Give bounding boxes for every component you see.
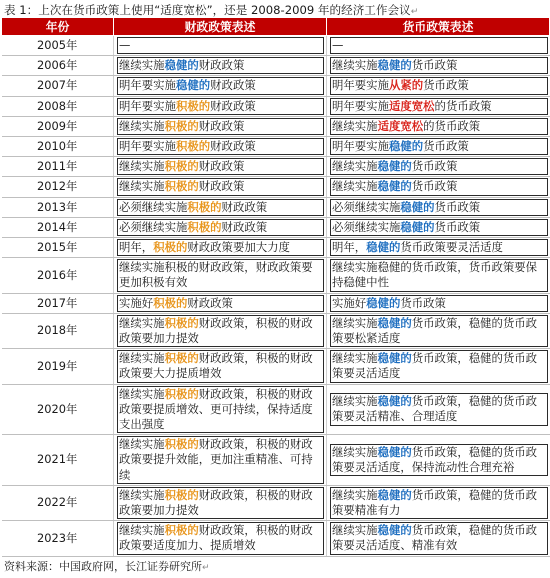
policy-text: 明年要实施	[119, 98, 176, 113]
fiscal-cell	[114, 349, 327, 384]
fiscal-cell-box	[117, 295, 324, 312]
table-row	[2, 435, 550, 486]
policy-text: 继续实施	[332, 118, 378, 133]
monetary-cell	[327, 258, 550, 293]
monetary-cell-box	[330, 219, 548, 236]
policy-text: 的货币政策	[434, 98, 492, 113]
policy-text: 财政政策要加大力度	[187, 240, 290, 255]
header-year: 年份	[2, 18, 114, 36]
policy-text: 明年要实施	[332, 139, 389, 154]
year-cell: 2011年	[2, 157, 114, 177]
policy-text: 继续实施	[332, 179, 378, 194]
table-row	[2, 137, 550, 157]
fiscal-cell	[114, 116, 327, 136]
policy-text: 财政政策	[187, 295, 233, 310]
table-row	[2, 313, 550, 348]
policy-text: 明年，	[119, 240, 154, 255]
year-cell: 2015年	[2, 238, 114, 258]
highlight-text: 积极的	[164, 159, 199, 174]
table-row	[2, 177, 550, 197]
table-row	[2, 157, 550, 177]
year-cell: 2006年	[2, 56, 114, 76]
policy-text: 货币政策，稳健的货币政策要松紧适度	[332, 315, 538, 346]
table-row	[2, 96, 550, 116]
policy-text: 财政政策，积极的财政政策要提升效能，更加注重精准、可持续	[119, 437, 313, 482]
policy-text: 货币政策要灵活适度	[400, 240, 503, 255]
year-cell: 2010年	[2, 137, 114, 157]
monetary-cell-box	[330, 158, 548, 175]
policy-text: 继续实施	[119, 179, 165, 194]
fiscal-cell-box	[117, 98, 324, 115]
table-row	[2, 76, 550, 96]
policy-text: 继续实施	[119, 159, 165, 174]
table-row	[2, 258, 550, 293]
fiscal-cell-box	[117, 219, 324, 236]
policy-text: 继续实施	[332, 58, 378, 73]
monetary-cell-box	[330, 259, 548, 291]
highlight-text: 稳健的	[366, 295, 401, 310]
policy-text: 继续实施	[332, 394, 378, 409]
monetary-cell-box	[330, 522, 548, 554]
policy-text: 继续实施	[332, 487, 378, 502]
fiscal-cell-box	[117, 77, 324, 94]
policy-text: 财政政策	[198, 159, 245, 174]
monetary-cell-box	[330, 199, 548, 216]
fiscal-cell-box	[117, 199, 324, 216]
table-row	[2, 384, 550, 435]
monetary-cell	[327, 177, 550, 197]
monetary-cell	[327, 56, 550, 76]
table-row	[2, 238, 550, 258]
monetary-cell	[327, 349, 550, 384]
policy-text: 财政政策	[198, 179, 245, 194]
fiscal-cell-box	[117, 178, 324, 195]
paragraph-mark: ↵	[202, 563, 210, 573]
fiscal-cell-box	[117, 158, 324, 175]
policy-text: 财政政策	[221, 219, 268, 234]
highlight-text: 积极的	[164, 118, 199, 133]
fiscal-cell-box	[117, 487, 324, 519]
policy-text: 继续实施	[119, 386, 165, 401]
policy-text: 继续实施	[332, 159, 378, 174]
table-caption	[4, 3, 548, 17]
year-cell: 2018年	[2, 313, 114, 348]
caption-text: 表 1：上次在货币政策上使用“适度宽松”，还是 2008-2009 年的经济工作会议	[4, 3, 411, 17]
highlight-text: 积极的	[153, 240, 188, 255]
policy-text: 必须继续实施	[119, 219, 188, 234]
policy-text: 货币政策	[434, 199, 481, 214]
fiscal-cell	[114, 258, 327, 293]
year-cell: 2020年	[2, 384, 114, 435]
highlight-text: 适度宽松	[388, 98, 435, 113]
highlight-text: 稳健的	[377, 351, 412, 366]
monetary-cell-box	[330, 350, 548, 382]
policy-text: 必须继续实施	[119, 199, 188, 214]
policy-text: 财政政策	[210, 139, 256, 154]
year-cell: 2005年	[2, 36, 114, 56]
policy-text: 货币政策	[423, 78, 469, 93]
monetary-cell	[327, 313, 550, 348]
highlight-text: 稳健的	[377, 58, 412, 73]
policy-text: 财政政策，积极的财政政策要加力提效	[119, 315, 313, 346]
year-cell: 2014年	[2, 217, 114, 237]
policy-text: 财政政策，积极的财政政策要加力提效	[119, 487, 313, 518]
table-row	[2, 116, 550, 136]
policy-text: 继续实施	[332, 315, 378, 330]
policy-text: 货币政策	[411, 159, 458, 174]
year-cell: 2023年	[2, 521, 114, 556]
policy-text: 的货币政策	[423, 118, 481, 133]
monetary-cell	[327, 197, 550, 217]
monetary-cell	[327, 217, 550, 237]
fiscal-cell	[114, 435, 327, 486]
policy-text: 财政政策	[210, 78, 256, 93]
fiscal-cell-box	[117, 436, 324, 484]
policy-text: 货币政策，稳健的货币政策要灵活适度	[332, 351, 538, 381]
monetary-cell	[327, 238, 550, 258]
table-row	[2, 521, 550, 556]
monetary-cell	[327, 96, 550, 116]
policy-text: 继续实施	[119, 118, 165, 133]
fiscal-cell-box	[117, 239, 324, 256]
policy-text: 继续实施	[119, 58, 165, 73]
year-cell: 2009年	[2, 116, 114, 136]
policy-text: 货币政策	[400, 295, 446, 310]
fiscal-cell	[114, 56, 327, 76]
policy-text: 货币政策，稳健的货币政策要灵活适度、精准有效	[332, 523, 538, 553]
monetary-cell	[327, 157, 550, 177]
monetary-cell-box	[330, 487, 548, 519]
fiscal-cell-box	[117, 259, 324, 291]
highlight-text: 积极的	[164, 351, 199, 366]
policy-text: —	[332, 38, 344, 52]
highlight-text: 积极的	[164, 523, 199, 538]
highlight-text: 积极的	[153, 295, 188, 310]
policy-text: 财政政策	[221, 199, 268, 214]
monetary-cell	[327, 384, 550, 435]
highlight-text: 稳健的	[377, 179, 412, 194]
highlight-text: 积极的	[175, 98, 211, 113]
year-cell: 2021年	[2, 435, 114, 486]
monetary-cell-box	[330, 138, 548, 155]
policy-text: 继续实施	[119, 315, 165, 330]
monetary-cell-box	[330, 37, 548, 54]
monetary-cell	[327, 137, 550, 157]
table-row	[2, 349, 550, 384]
year-cell: 2022年	[2, 485, 114, 520]
fiscal-cell	[114, 76, 327, 96]
policy-text: 明年要实施	[119, 78, 176, 93]
fiscal-cell-box	[117, 57, 324, 74]
highlight-text: 稳健的	[377, 487, 412, 502]
highlight-text: 积极的	[164, 179, 199, 194]
policy-text: 明年要实施	[332, 98, 389, 113]
highlight-text: 积极的	[164, 437, 199, 452]
fiscal-cell	[114, 293, 327, 313]
policy-text: 继续实施	[332, 523, 378, 538]
highlight-text: 稳健的	[377, 523, 412, 538]
policy-text: 货币政策	[411, 179, 458, 194]
monetary-cell	[327, 521, 550, 556]
paragraph-mark: ↵	[410, 7, 419, 17]
table-row	[2, 293, 550, 313]
policy-text: 继续实施	[119, 351, 165, 366]
policy-text: 明年要实施	[332, 78, 389, 93]
policy-text: 实施好	[119, 295, 154, 310]
highlight-text: 积极的	[187, 219, 222, 234]
highlight-text: 积极的	[164, 315, 199, 330]
policy-text: 货币政策，稳健的货币政策要精准有力	[332, 487, 538, 518]
policy-text: 明年，	[332, 240, 367, 255]
highlight-text: 稳健的	[164, 58, 199, 73]
header-monetary: 货币政策表述	[327, 18, 550, 36]
year-cell: 2017年	[2, 293, 114, 313]
fiscal-cell-box	[117, 315, 324, 347]
table-row	[2, 217, 550, 237]
policy-text: 继续实施	[119, 487, 165, 502]
fiscal-cell	[114, 313, 327, 348]
monetary-cell-box	[330, 57, 548, 74]
highlight-text: 积极的	[175, 139, 211, 154]
policy-text: 继续实施	[119, 437, 165, 452]
highlight-text: 稳健的	[175, 78, 211, 93]
policy-text: 货币政策，稳健的货币政策要灵活精准、合理适度	[332, 394, 538, 424]
policy-text: 货币政策	[434, 219, 481, 234]
highlight-text: 稳健的	[366, 240, 401, 255]
highlight-text: 从紧的	[388, 78, 424, 93]
fiscal-cell	[114, 485, 327, 520]
policy-text: —	[119, 38, 131, 52]
monetary-cell-box	[330, 444, 548, 476]
policy-text: 财政政策，积极的财政政策要大力提质增效	[119, 351, 313, 381]
monetary-cell-box	[330, 239, 548, 256]
fiscal-cell-box	[117, 118, 324, 135]
fiscal-cell	[114, 197, 327, 217]
policy-text: 继续实施稳健的货币政策，货币政策要保持稳健中性	[332, 260, 538, 290]
fiscal-cell-box	[117, 522, 324, 554]
table-row	[2, 36, 550, 56]
policy-text: 必须继续实施	[332, 219, 401, 234]
monetary-cell-box	[330, 393, 548, 425]
policy-text: 财政政策	[198, 118, 245, 133]
policy-text: 货币政策	[423, 139, 469, 154]
policy-text: 财政政策	[210, 98, 256, 113]
fiscal-cell	[114, 177, 327, 197]
policy-text: 财政政策	[198, 58, 245, 73]
fiscal-cell-box	[117, 350, 324, 382]
monetary-cell	[327, 116, 550, 136]
source-note	[4, 560, 210, 574]
policy-text: 继续实施	[332, 351, 378, 366]
highlight-text: 稳健的	[400, 219, 435, 234]
monetary-cell-box	[330, 77, 548, 94]
policy-text: 财政政策，积极的财政政策要提质增效、更可持续，保持适度支出强度	[119, 386, 313, 432]
highlight-text: 稳健的	[388, 139, 424, 154]
highlight-text: 稳健的	[400, 199, 435, 214]
fiscal-cell	[114, 157, 327, 177]
monetary-cell	[327, 76, 550, 96]
year-cell: 2019年	[2, 349, 114, 384]
highlight-text: 积极的	[187, 199, 222, 214]
highlight-text: 适度宽松	[377, 118, 424, 133]
highlight-text: 稳健的	[377, 444, 412, 459]
highlight-text: 稳健的	[377, 159, 412, 174]
fiscal-cell-box	[117, 37, 324, 54]
monetary-cell	[327, 36, 550, 56]
monetary-cell	[327, 293, 550, 313]
policy-text: 货币政策，稳健的货币政策要灵活适度，保持流动性合理充裕	[332, 444, 538, 475]
fiscal-cell	[114, 521, 327, 556]
source-text: 资料来源：中国政府网，长江证券研究所	[4, 560, 202, 573]
highlight-text: 稳健的	[377, 315, 412, 330]
table-row	[2, 197, 550, 217]
monetary-cell-box	[330, 118, 548, 135]
highlight-text: 积极的	[164, 386, 199, 401]
policy-text: 继续实施积极的财政政策，财政政策要更加积极有效	[119, 260, 313, 290]
fiscal-cell-box	[117, 138, 324, 155]
fiscal-cell	[114, 36, 327, 56]
header-fiscal: 财政政策表述	[114, 18, 327, 36]
year-cell: 2012年	[2, 177, 114, 197]
monetary-cell-box	[330, 295, 548, 312]
monetary-cell-box	[330, 98, 548, 115]
fiscal-cell	[114, 137, 327, 157]
policy-text: 必须继续实施	[332, 199, 401, 214]
policy-text: 明年要实施	[119, 139, 176, 154]
policy-text: 继续实施	[332, 444, 378, 459]
policy-text: 继续实施	[119, 523, 165, 538]
year-cell: 2013年	[2, 197, 114, 217]
highlight-text: 稳健的	[377, 394, 412, 409]
year-cell: 2008年	[2, 96, 114, 116]
monetary-cell-box	[330, 315, 548, 347]
year-cell: 2007年	[2, 76, 114, 96]
table-header-row	[2, 18, 550, 36]
fiscal-cell	[114, 217, 327, 237]
policy-text: 财政政策，积极的财政政策要适度加力、提质增效	[119, 523, 313, 553]
table-body	[2, 36, 550, 557]
fiscal-cell	[114, 384, 327, 435]
table-row	[2, 56, 550, 76]
year-cell: 2016年	[2, 258, 114, 293]
highlight-text: 积极的	[164, 487, 199, 502]
monetary-cell-box	[330, 178, 548, 195]
policy-table	[1, 17, 550, 557]
policy-text: 实施好	[332, 295, 367, 310]
fiscal-cell-box	[117, 386, 324, 434]
monetary-cell	[327, 435, 550, 486]
monetary-cell	[327, 485, 550, 520]
fiscal-cell	[114, 238, 327, 258]
table-row	[2, 485, 550, 520]
policy-text: 货币政策	[411, 58, 458, 73]
fiscal-cell	[114, 96, 327, 116]
